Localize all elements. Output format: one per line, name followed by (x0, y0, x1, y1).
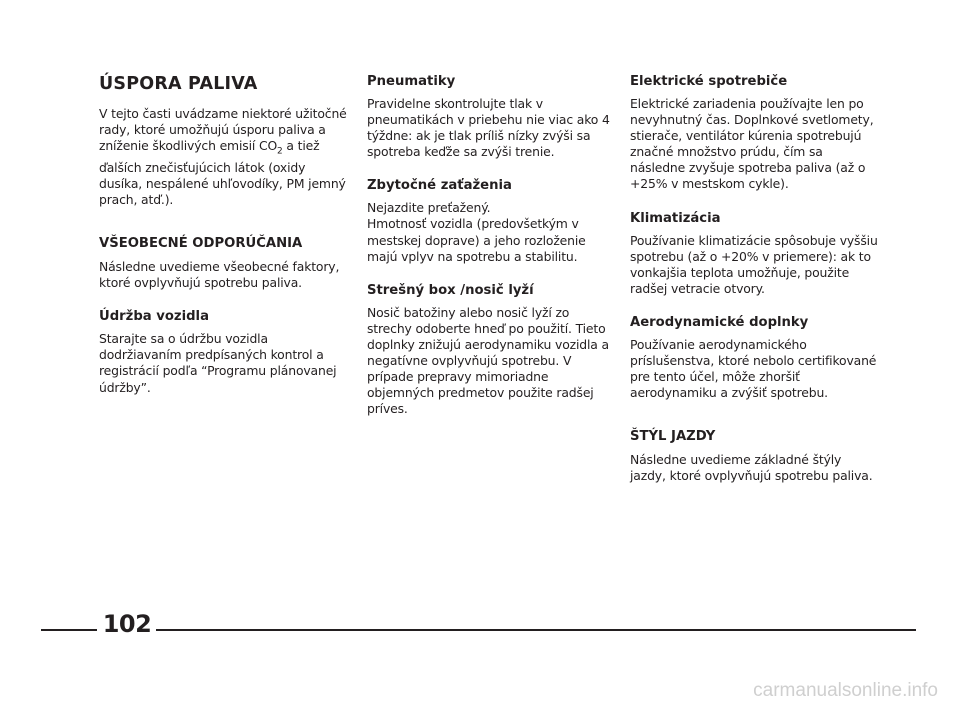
left-column (99, 74, 349, 414)
intro-text-part1: V tejto časti uvádzame niektoré užitočné rady, ktoré umožňujú úsporu paliva a zníženie škodlivých emisií CO (99, 106, 347, 154)
aerodynamic-accessories-text: Používanie aerodynamického príslušenstva, ktoré nebolo certifikované pre tento účel, môže zhoršiť aerodynamiku a zvýšiť spotrebu. (630, 336, 877, 401)
unnecessary-load-text (367, 200, 617, 264)
electrical-devices-text: Elektrické zariadenia používajte len po nevyhnutný čas. Doplnkové svetlomety, stierače, ventilátor kúrenia spotrebujú značné množstvo prúdu, čím sa následne zvyšuje spotreba paliva (až o +25% v mestskom cykle). (630, 96, 874, 192)
maintenance-text: Starajte sa o údržbu vozidla dodržiavaním predpísaných kontrol a registrácií podľa “Programu plánovanej údržby”. (99, 331, 337, 395)
roof-box-heading: Strešný box /nosič lyží (367, 282, 534, 298)
intro-paragraph (99, 106, 349, 208)
page-title: ÚSPORA PALIVA (99, 74, 258, 94)
page-number: 102 (102, 610, 152, 638)
right-column (630, 74, 880, 503)
intro-text-part2: a tiež ďalších znečisťujúcich látok (oxidy dusíka, nespálené uhľovodíky, PM jemný prach, atď.). (99, 138, 346, 207)
roof-box-text: Nosič batožiny alebo nosič lyží zo strechy odoberte hneď po použití. Tieto doplnky znižujú aerodynamiku vozidla a negatívne ovplyvňujú spotrebu. V prípade prepravy mimoriadne objemných predmetov použite radšej príves. (367, 304, 609, 417)
middle-column (367, 74, 617, 435)
footer-rule-left (41, 629, 97, 631)
aerodynamic-accessories-heading: Aerodynamické doplnky (630, 314, 809, 330)
general-recommendations-text: Následne uvedieme všeobecné faktory, ktoré ovplyvňujú spotrebu paliva. (99, 259, 340, 291)
air-conditioning-heading: Klimatizácia (630, 210, 721, 226)
unnecessary-load-heading: Zbytočné zaťaženia (367, 178, 512, 194)
tyres-text: Pravidelne skontrolujte tlak v pneumatikách v priebehu nie viac ako 4 týždne: ak je tlak príliš nízky zvýši sa spotreba keďže sa zvýši trenie. (367, 96, 610, 160)
driving-style-heading: ŠTÝL JAZDY (630, 429, 716, 445)
air-conditioning-text: Používanie klimatizácie spôsobuje vyššiu spotrebu (až o +20% v priemere): ak to vonkajšia teplota umožňuje, použite radšej vetracie otvory. (630, 232, 878, 296)
co2-subscript: 2 (277, 146, 283, 157)
load-text-line1: Nejazdite preťažený. (367, 200, 491, 216)
load-text-line2: Hmotnosť vozidla (predovšetkým v mestskej doprave) a jeho rozloženie majú vplyv na spotrebu a stabilitu. (367, 216, 586, 264)
footer-rule-right (156, 629, 916, 631)
tyres-heading: Pneumatiky (367, 74, 456, 89)
electrical-devices-heading: Elektrické spotrebiče (630, 74, 788, 89)
watermark: carmanualsonline.info (753, 680, 938, 701)
driving-style-text: Následne uvedieme základné štýly jazdy, ktoré ovplyvňujú spotrebu paliva. (630, 452, 873, 484)
maintenance-heading: Údržba vozidla (99, 309, 209, 325)
general-recommendations-heading: VŠEOBECNÉ ODPORÚČANIA (99, 236, 303, 252)
